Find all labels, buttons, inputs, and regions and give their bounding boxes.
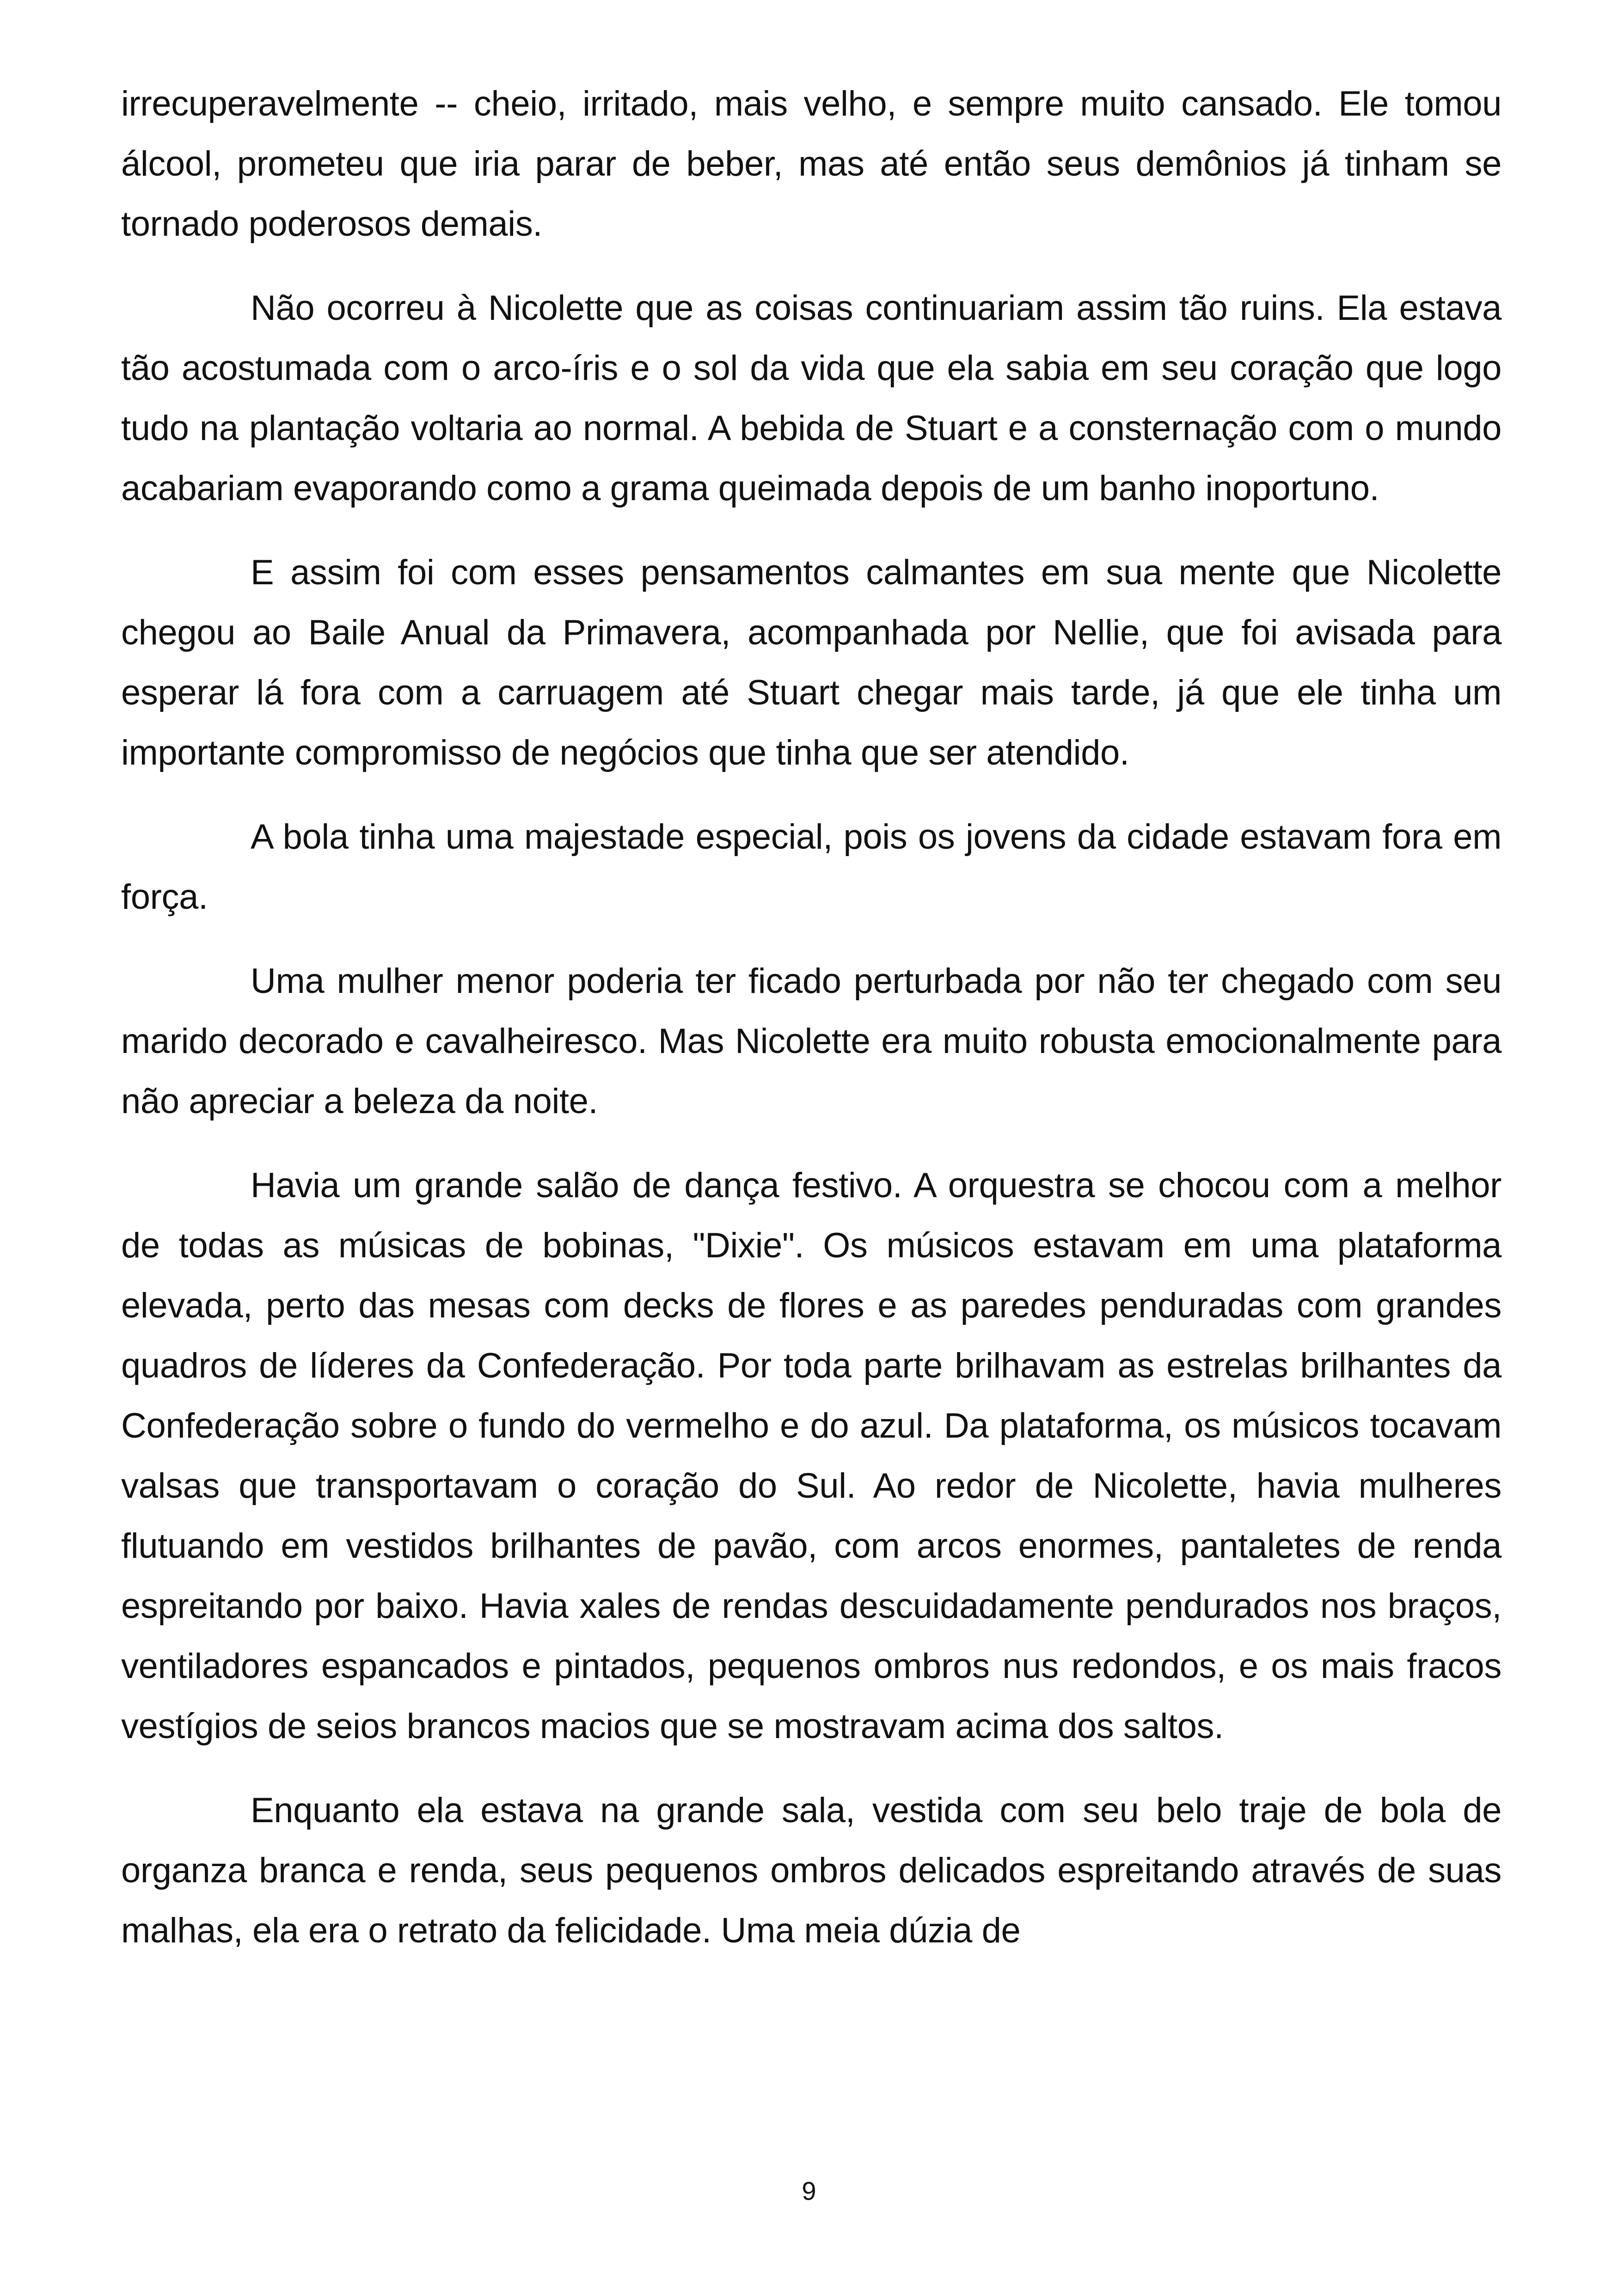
paragraph: irrecuperavelmente -- cheio, irritado, mais velho, e sempre muito cansado. Ele tomou álcool, prometeu que iria parar de beber, mas até então seus demônios já tinham se tornado poderosos demais. <box>121 84 1502 244</box>
page-number: 9 <box>802 2176 816 2205</box>
paragraph: Uma mulher menor poderia ter ficado perturbada por não ter chegado com seu marido decorado e cavalheiresco. Mas Nicolette era muito robusta emocionalmente para não apreciar a beleza da noite. <box>121 961 1502 1121</box>
paragraph: Enquanto ela estava na grande sala, vestida com seu belo traje de bola de organza branca e renda, seus pequenos ombros delicados espreitando através de suas malhas, ela era o retrato da felicidade. Uma meia dúzia de <box>121 1791 1502 1950</box>
paragraph: Não ocorreu à Nicolette que as coisas continuariam assim tão ruins. Ela estava tão acostumada com o arco-íris e o sol da vida que ela sabia em seu coração que logo tudo na plantação voltaria ao normal. A bebida de Stuart e a consternação com o mundo acabariam evaporando como a grama queimada depois de um banho inoportuno. <box>121 288 1502 508</box>
paragraph: Havia um grande salão de dança festivo. A orquestra se chocou com a melhor de todas as músicas de bobinas, "Dixie". Os músicos estavam em uma plataforma elevada, perto das mesas com decks de flores e as paredes penduradas com grandes quadros de líderes da Confederação. Por toda parte brilhavam as estrelas brilhantes da Confederação sobre o fundo do vermelho e do azul. Da plataforma, os músicos tocavam valsas que transportavam o coração do Sul. Ao redor de Nicolette, havia mulheres flutuando em vestidos brilhantes de pavão, com arcos enormes, pantaletes de renda espreitando por baixo. Havia xales de rendas descuidadamente pendurados nos braços, ventiladores espancados e pintados, pequenos ombros nus redondos, e os mais fracos vestígios de seios brancos macios que se mostravam acima dos saltos. <box>121 1166 1502 1746</box>
paragraph: A bola tinha uma majestade especial, pois os jovens da cidade estavam fora em força. <box>121 817 1502 917</box>
paragraph: E assim foi com esses pensamentos calmantes em sua mente que Nicolette chegou ao Baile Anual da Primavera, acompanhada por Nellie, que foi avisada para esperar lá fora com a carruagem até Stuart chegar mais tarde, já que ele tinha um importante compromisso de negócios que tinha que ser atendido. <box>121 553 1502 772</box>
body-text <box>121 74 1502 1985</box>
